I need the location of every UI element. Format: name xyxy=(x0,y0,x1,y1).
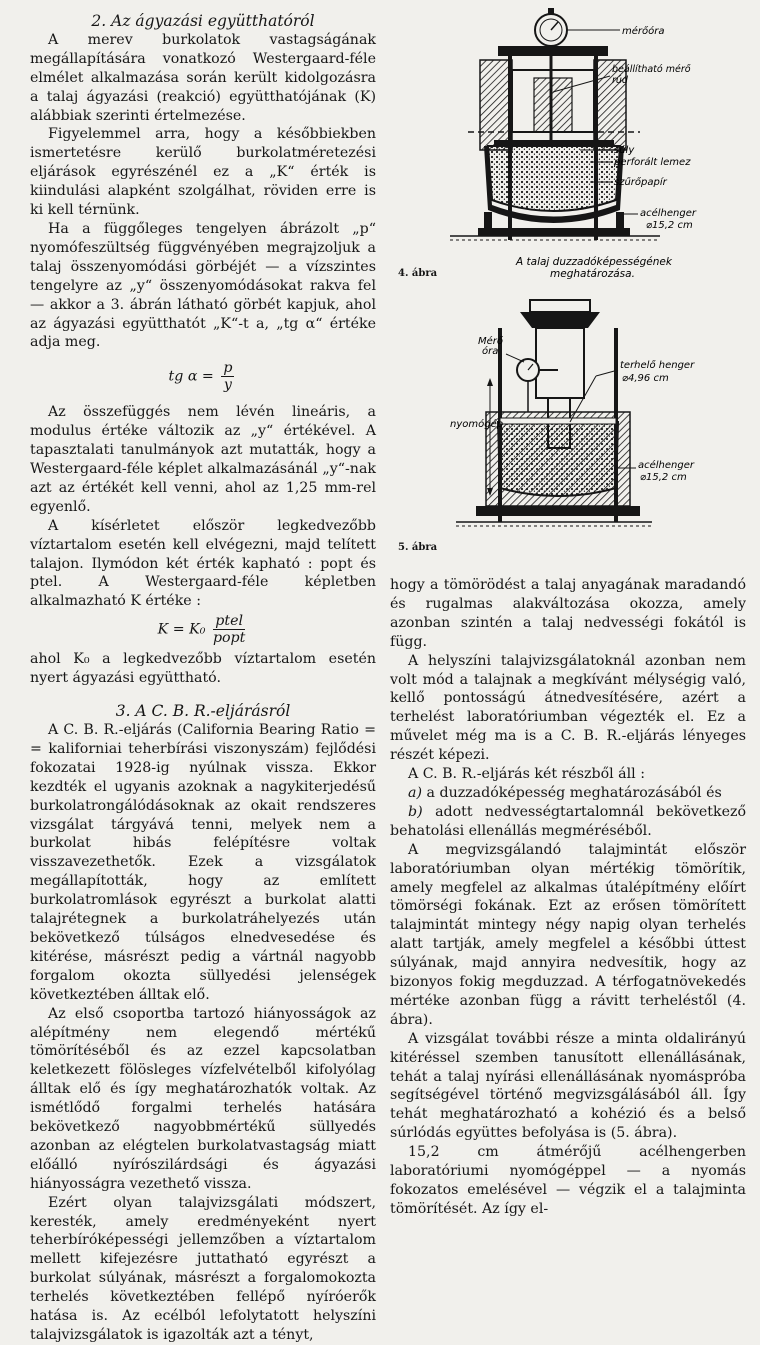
list-item-b-marker: b) xyxy=(408,803,423,820)
equation-tg-alpha-denominator: y xyxy=(223,377,232,394)
equation-tg-alpha-fraction xyxy=(221,360,234,393)
section2-heading: 2. Az ágyazási együtthatóról xyxy=(91,12,315,30)
equation-k xyxy=(30,613,376,646)
figure4-callout-meroora: mérőóra xyxy=(622,26,665,37)
figure4-callout-rud: beállítható mérő xyxy=(612,64,691,75)
figure5-callout-meroora-line2: óra xyxy=(482,346,499,357)
section2-paragraph-3: Ha a függőleges tengelyen ábrázolt „p“ nyomófeszültség függvényében megrajzoljuk a talaj összenyomódási görbéjét — a vízszintes tengelyre az „y“ összenyomódásokat rakva fel — akkor a 3. ábrán látható görbét kapjuk, ahol az ágyazási együtthatót „K“-t a, „tg α“ értéke adja meg. xyxy=(30,220,376,351)
equation-k-fraction xyxy=(213,613,245,646)
figure5-callout-henger: acélhenger xyxy=(638,460,694,471)
section2-paragraph-4: Az összefüggés nem lévén lineáris, a modulus értéke változik az „y“ értékével. A tapasztalati tanulmányok azt mutatták, hogy a Westergaard-féle képlet alkalmazásánál „y“-nak azt az értékét kell venni, ahol az 1,25 mm-rel egyenlő. xyxy=(30,404,376,515)
figure4-callout-lemez: perforált lemez xyxy=(614,157,691,168)
figure4-callout-papir: szűrőpapír xyxy=(614,177,667,188)
left-column xyxy=(30,12,376,1345)
figure5-callout-meroora-line1: Mérő xyxy=(478,336,504,347)
right-paragraph-5: A vizsgálat további része a minta oldalirányú kitéréssel szemben tanusított ellenállásának, tehát a talaj nyírási ellenállásának nyomáspróba segítségével történő megvizsgálásából áll. Így tehát meghatározható a kohézió és a belső súrlódás együttes befolyása is (5. ábra). xyxy=(390,1030,746,1142)
section2-paragraph-5: A kísérletet először legkedvezőbb víztartalom esetén kell elvégezni, majd telített talajon. Ilymódon két érték kapható : popt és ptel. A Westergaard-féle képletben alkalmazható K értéke : xyxy=(30,517,376,610)
figure-5-compression-apparatus xyxy=(440,292,750,554)
equation-tg-alpha xyxy=(30,360,376,393)
equation-k-lhs: K = K₀ xyxy=(157,621,206,638)
equation-k-denominator: popt xyxy=(212,630,246,647)
figure4-caption-line2: meghatározása. xyxy=(550,268,635,280)
equation-tg-alpha-numerator: p xyxy=(223,360,233,377)
right-paragraph-6: 15,2 cm átmérőjű acélhengerben laboratóriumi nyomógéppel — a nyomás fokozatos emelésével — végzik el a talajminta tömörítését. Az így el- xyxy=(390,1144,746,1217)
list-item-a-marker: a) xyxy=(408,784,422,801)
equation-k-numerator: ptel xyxy=(213,613,245,630)
figure4-caption-line1: A talaj duzzadóképességének xyxy=(516,256,672,268)
right-paragraph-1: hogy a tömörödést a talaj anyagának maradandó és rugalmas alakváltozása okozza, amely azonban szintén a talaj nedvességi fokától is függ. xyxy=(390,577,746,650)
list-item-b xyxy=(390,803,746,841)
figure4-callout-suly: súly xyxy=(614,145,635,156)
section3-heading: 3. A C. B. R.-eljárásról xyxy=(115,702,291,721)
figure4-callout-diam: ⌀15,2 cm xyxy=(646,220,693,231)
list-item-a-text: a duzzadóképesség meghatározásából és xyxy=(426,784,722,801)
figure5-callout-nyomogep: nyomógép xyxy=(450,419,504,430)
section2-paragraph-2: Figyelemmel arra, hogy a későbbiekben ismertetésre kerülő burkolatméretezési eljárások egyrészénél ez a „K“ érték is kiindulási alapként szolgálhat, röviden erre is ki kell térnünk. xyxy=(30,126,376,219)
section3-paragraph-1: A C. B. R.-eljárás (California Bearing Ratio = = kaliforniai teherbírási viszonyszám) fejlődési fokozatai 1928-ig nyúlnak vissza. Ekkor kezdték el ugyanis azoknak a nagykiterjedésű burkolatrongálódásoknak az okait rendszeres vizsgálat tárgyává tenni, melyek nem a burkolat hibás felépítésre voltak visszavezethetők. Ezek a vizsgálatok megállapították, hogy az említett burkolatromlások egyrészt a burkolat alatti talajrétegnek a burkolatráhelyezés után bekövetkező túlságos elnedvesedése és kitérése, másrészt pedig a vártnál nagyobb forgalom okozta süllyedési jelenségek következtében álltak elő. xyxy=(30,722,376,1003)
figure5-callout-terhelo: terhelő henger xyxy=(620,360,695,371)
figure4-callout-rud2: rúd xyxy=(612,75,628,86)
equation-tg-alpha-lhs: tg α = xyxy=(168,368,214,385)
section2-paragraph-1: A merev burkolatok vastagságának megállapítására vonatkozó Westergaard-féle elmélet alkalmazása során került kidolgozásra a talaj ágyazási (reakció) együtthatójának (K) alábbiak szerinti értelmezése. xyxy=(30,31,376,124)
figure5-callout-diam: ⌀15,2 cm xyxy=(640,472,687,483)
right-paragraph-3: A C. B. R.-eljárás két részből áll : xyxy=(408,766,646,783)
list-item-b-text: adott nedvességtartalomnál bekövetkező behatolási ellenállás megméréséből. xyxy=(390,803,746,839)
section3-paragraph-3: Ezért olyan talajvizsgálati módszert, keresték, amely eredményeként nyert teherbíróképességi jellemzőben a víztartalom mellett kifejezésre juttatható egyrészt a burkolat súlyának, másrészt a forgalomokozta terhelés következtében fellépő nyíróerők hatása is. Az ecélból lefolytatott helyszíni talajvizsgálatok is igazolták azt a tényt, xyxy=(30,1194,376,1343)
figure4-callout-henger: acélhenger xyxy=(640,208,696,219)
right-column xyxy=(390,576,746,1219)
figure5-callout-terhelo-diam: ⌀4,96 cm xyxy=(622,373,669,384)
section2-paragraph-6: ahol K₀ a legkedvezőbb víztartalom esetén nyert ágyazási együttható. xyxy=(30,651,376,687)
right-paragraph-4: A megvizsgálandó talajmintát először laboratóriumban olyan mértékig tömörítik, amely megfelel az alkalmas útalépítmény előírt tömörségi fokának. Ezt az erősen tömörített talajmintát mintegy négy napig olyan terhelés alatt tartják, amely megfelel a későbbi úttest súlyának, majd annyira nedvesítik, hogy az bizonyos fokig megduzzad. A térfogatnövekedés mértéke azonban függ a rávitt terheléstől (4. ábra). xyxy=(390,841,746,1028)
figure-4-swelling-apparatus xyxy=(440,0,750,285)
figure-4-label: 4. ábra xyxy=(398,268,438,279)
list-item-a xyxy=(390,784,746,803)
section3-paragraph-2: Az első csoportba tartozó hiányosságok az alépítmény nem elegendő mértékű tömörítéséből és az ezzel kapcsolatban keletkezett fölösleges vízfelvételből kifolyólag álltak elő és így meghatározhatók voltak. Az ismétlődő forgalmi terhelés hatására bekövetkező nagyobbmértékű süllyedés azonban az elégtelen burkolatvastagság miatt előálló nyírószilárdsági és ágyazási hiányosságra vezethető vissza. xyxy=(30,1005,376,1192)
right-paragraph-2: A helyszíni talajvizsgálatoknál azonban nem volt mód a talajnak a megkívánt mélységig való, kellő pontosságú átnedvesítésére, azért a terhelést laboratóriumban végezték el. Ez a művelet még ma is a C. B. R.-eljárás lényeges részét képezi. xyxy=(390,652,746,764)
figure-5-label: 5. ábra xyxy=(398,542,438,553)
